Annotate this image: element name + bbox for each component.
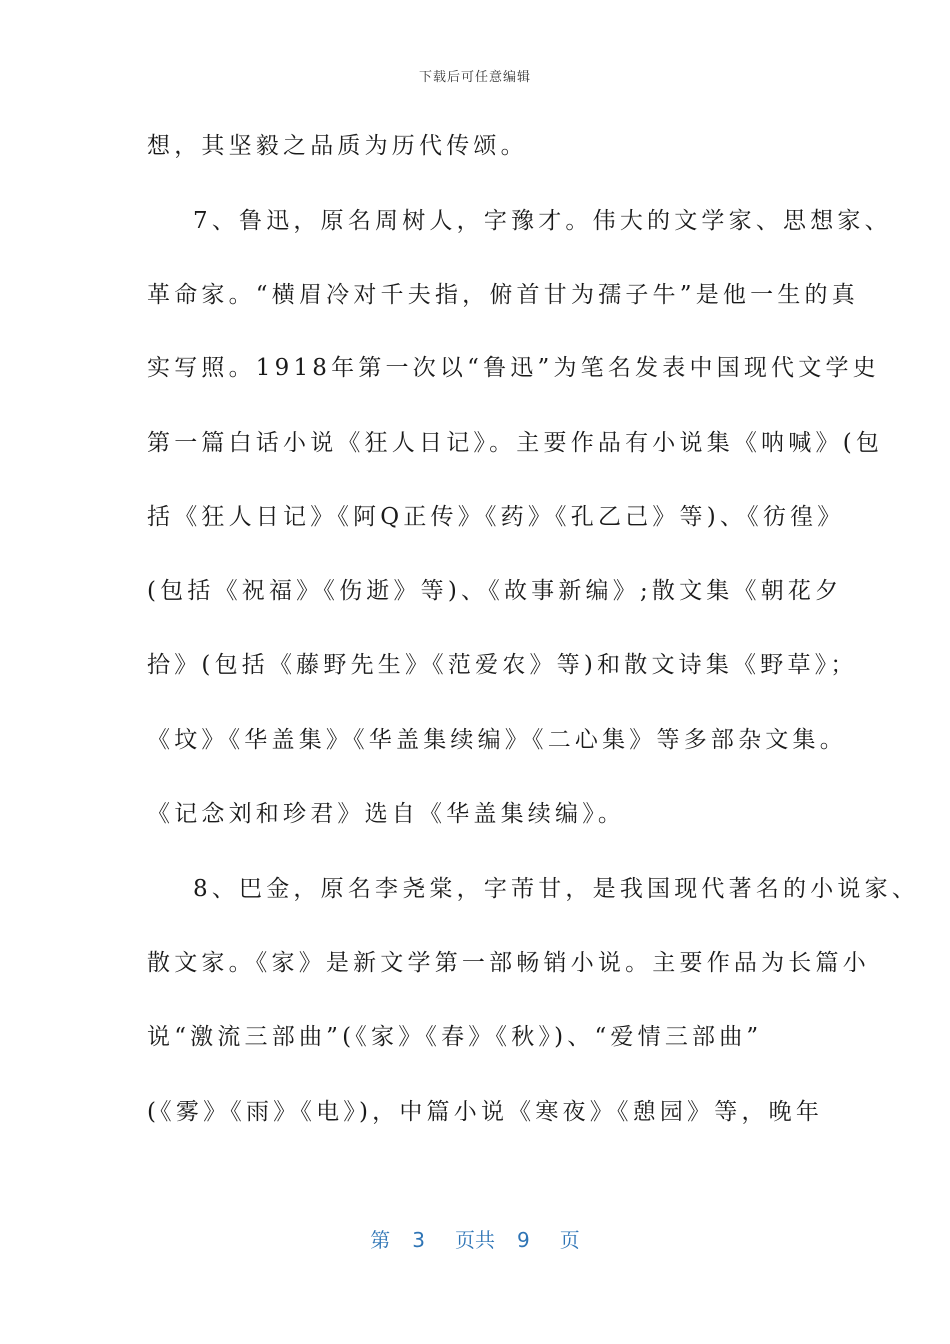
page-footer (0, 1224, 950, 1253)
footer-page-mid: 页共 (455, 1228, 495, 1252)
text-line: 实写照。1918年第一次以“鲁迅”为笔名发表中国现代文学史 (147, 355, 880, 381)
text-line: 想，其坚毅之品质为历代传颂。 (147, 133, 528, 159)
footer-page-prefix: 第 (370, 1228, 391, 1252)
text-line: 《记念刘和珍君》选自《华盖集续编》。 (147, 801, 626, 827)
text-line: 革命家。“横眉冷对千夫指，俯首甘为孺子牛”是他一生的真 (147, 282, 859, 308)
text-line: 8、巴金，原名李尧棠，字芾甘，是我国现代著名的小说家、 (193, 876, 920, 902)
footer-page-suffix: 页 (559, 1228, 580, 1252)
page-header-note: 下载后可任意编辑 (418, 70, 531, 85)
text-line: (《雾》《雨》《电》)，中篇小说《寒夜》《憩园》等，晚年 (147, 1099, 824, 1125)
footer-total-pages: 9 (517, 1228, 530, 1252)
text-line: 散文家。《家》是新文学第一部畅销小说。主要作品为长篇小 (147, 950, 870, 976)
text-line: 第一篇白话小说《狂人日记》。主要作品有小说集《呐喊》(包 (147, 430, 884, 456)
footer-current-page: 3 (412, 1228, 425, 1252)
text-line: 《坟》《华盖集》《华盖集续编》《二心集》等多部杂文集。 (147, 727, 847, 753)
text-line: 说“激流三部曲”(《家》《春》《秋》)、“爱情三部曲” (147, 1024, 763, 1050)
text-line: 7、鲁迅，原名周树人，字豫才。伟大的文学家、思想家、 (193, 208, 892, 234)
text-line: 拾》(包括《藤野先生》《范爱农》等)和散文诗集《野草》； (147, 652, 858, 678)
text-line: 括《狂人日记》《阿Q正传》《药》《孔乙己》等)、《彷徨》 (147, 504, 845, 530)
text-line: (包括《祝福》《伤逝》等)、《故事新编》;散文集《朝花夕 (147, 578, 843, 604)
